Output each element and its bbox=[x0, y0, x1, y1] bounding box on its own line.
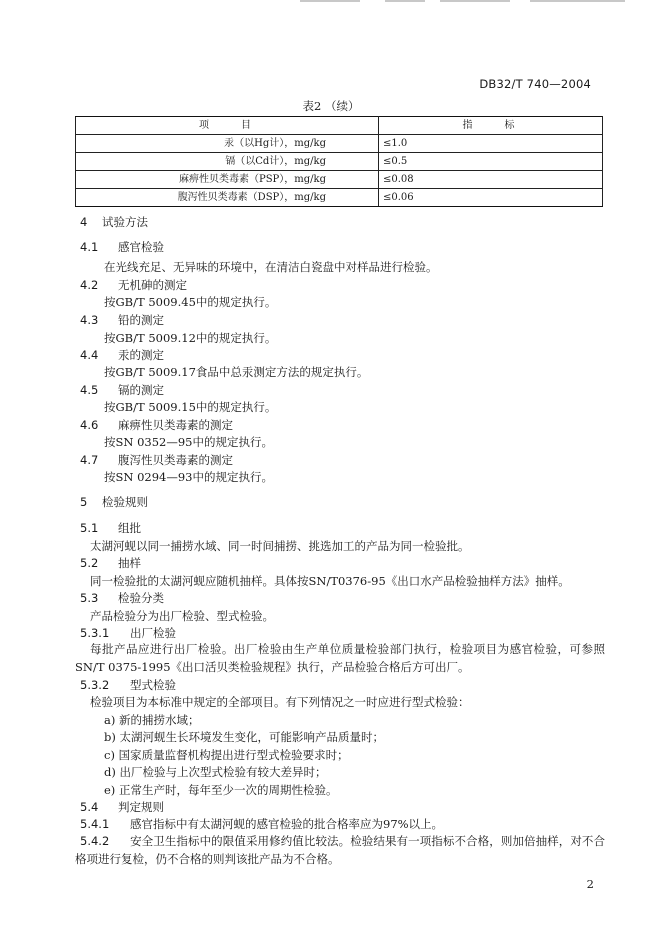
page-number: 2 bbox=[586, 877, 594, 891]
section-heading: 4 试验方法 bbox=[80, 215, 148, 229]
list-item: e) 正常生产时，每年至少一次的周期性检验。 bbox=[104, 783, 338, 797]
table-row bbox=[76, 135, 603, 153]
subsubsection-heading: 5.3.2 型式检验 bbox=[80, 678, 176, 692]
list-item: b) 太湖河蚬生长环境发生变化，可能影响产品质量时； bbox=[104, 730, 385, 744]
subsection-heading: 4.1 感官检验 bbox=[80, 240, 164, 254]
column-header-item: 项 目 bbox=[76, 117, 379, 135]
subsection-body: 按GB/T 5009.15中的规定执行。 bbox=[104, 400, 277, 414]
table-row bbox=[76, 171, 603, 189]
subsection-body: 按SN 0294—93中的规定执行。 bbox=[104, 470, 273, 484]
subsection-heading: 5.1 组批 bbox=[80, 521, 141, 535]
table-caption: 表2 （续） bbox=[302, 99, 360, 113]
subsection-heading: 5.2 抽样 bbox=[80, 556, 141, 570]
subsection-body: 按SN 0352—95中的规定执行。 bbox=[104, 435, 273, 449]
table-row bbox=[76, 189, 603, 207]
table-cell-item: 镉（以Cd计），mg/kg bbox=[76, 153, 379, 171]
table-cell-item: 腹泻性贝类毒素（DSP），mg/kg bbox=[76, 189, 379, 207]
subsection-heading: 4.4 汞的测定 bbox=[80, 348, 164, 362]
table-row bbox=[76, 153, 603, 171]
subsubsection-body: 检验项目为本标准中规定的全部项目。有下列情况之一时应进行型式检验： bbox=[90, 695, 470, 709]
subsection-heading: 4.5 镉的测定 bbox=[80, 383, 164, 397]
rule-5-4-1: 5.4.1 感官指标中有太湖河蚬的感官检验的批合格率应为97%以上。 bbox=[80, 817, 444, 831]
subsection-heading: 5.4 判定规则 bbox=[80, 800, 164, 814]
subsection-heading: 4.7 腹泻性贝类毒素的测定 bbox=[80, 453, 233, 467]
table-cell-value: ≤0.5 bbox=[379, 153, 603, 171]
table-cell-value: ≤0.08 bbox=[379, 171, 603, 189]
table-cell-item: 汞（以Hg计），mg/kg bbox=[76, 135, 379, 153]
table-header-row bbox=[76, 117, 603, 135]
subsubsection-heading: 5.3.1 出厂检验 bbox=[80, 626, 176, 640]
spec-table bbox=[75, 116, 603, 207]
table-cell-value: ≤1.0 bbox=[379, 135, 603, 153]
subsection-heading: 5.3 检验分类 bbox=[80, 591, 164, 605]
section-heading: 5 检验规则 bbox=[80, 495, 148, 509]
list-item: c) 国家质量监督机构提出进行型式检验要求时； bbox=[104, 748, 349, 762]
column-header-value: 指 标 bbox=[379, 117, 603, 135]
table-cell-value: ≤0.06 bbox=[379, 189, 603, 207]
subsection-heading: 4.6 麻痹性贝类毒素的测定 bbox=[80, 418, 233, 432]
subsubsection-body: 每批产品应进行出厂检验。出厂检验由生产单位质量检验部门执行，检验项目为感官检验，可参照SN/T 0375-1995《出口活贝类检验规程》执行，产品检验合格后方可出厂。 bbox=[75, 642, 605, 674]
subsection-heading: 4.2 无机砷的测定 bbox=[80, 278, 187, 292]
rule-5-4-2: 5.4.2 安全卫生指标中的限值采用修约值比较法。检验结果有一项指标不合格，则加倍抽样，对不合格项进行复检，仍不合格的则判该批产品为不合格。 bbox=[75, 834, 605, 866]
subsection-body: 太湖河蚬以同一捕捞水域、同一时间捕捞、挑选加工的产品为同一检验批。 bbox=[90, 539, 470, 553]
list-item: a) 新的捕捞水域； bbox=[104, 713, 200, 727]
subsection-body: 按GB/T 5009.45中的规定执行。 bbox=[104, 295, 277, 309]
document-number: DB32/T 740—2004 bbox=[479, 77, 591, 91]
subsection-heading: 4.3 铅的测定 bbox=[80, 313, 164, 327]
subsection-body: 按GB/T 5009.12中的规定执行。 bbox=[104, 331, 277, 345]
subsection-body: 在光线充足、无异味的环境中，在清洁白瓷盘中对样品进行检验。 bbox=[104, 260, 438, 274]
scan-artifact bbox=[300, 0, 640, 3]
table-cell-item: 麻痹性贝类毒素（PSP），mg/kg bbox=[76, 171, 379, 189]
subsection-body: 产品检验分为出厂检验、型式检验。 bbox=[90, 609, 274, 623]
subsection-body: 按GB/T 5009.17食品中总汞测定方法的规定执行。 bbox=[104, 365, 369, 379]
subsection-body: 同一检验批的太湖河蚬应随机抽样。具体按SN/T0376-95《出口水产品检验抽样方法》抽样。 bbox=[90, 574, 570, 588]
list-item: d) 出厂检验与上次型式检验有较大差异时； bbox=[104, 765, 327, 779]
